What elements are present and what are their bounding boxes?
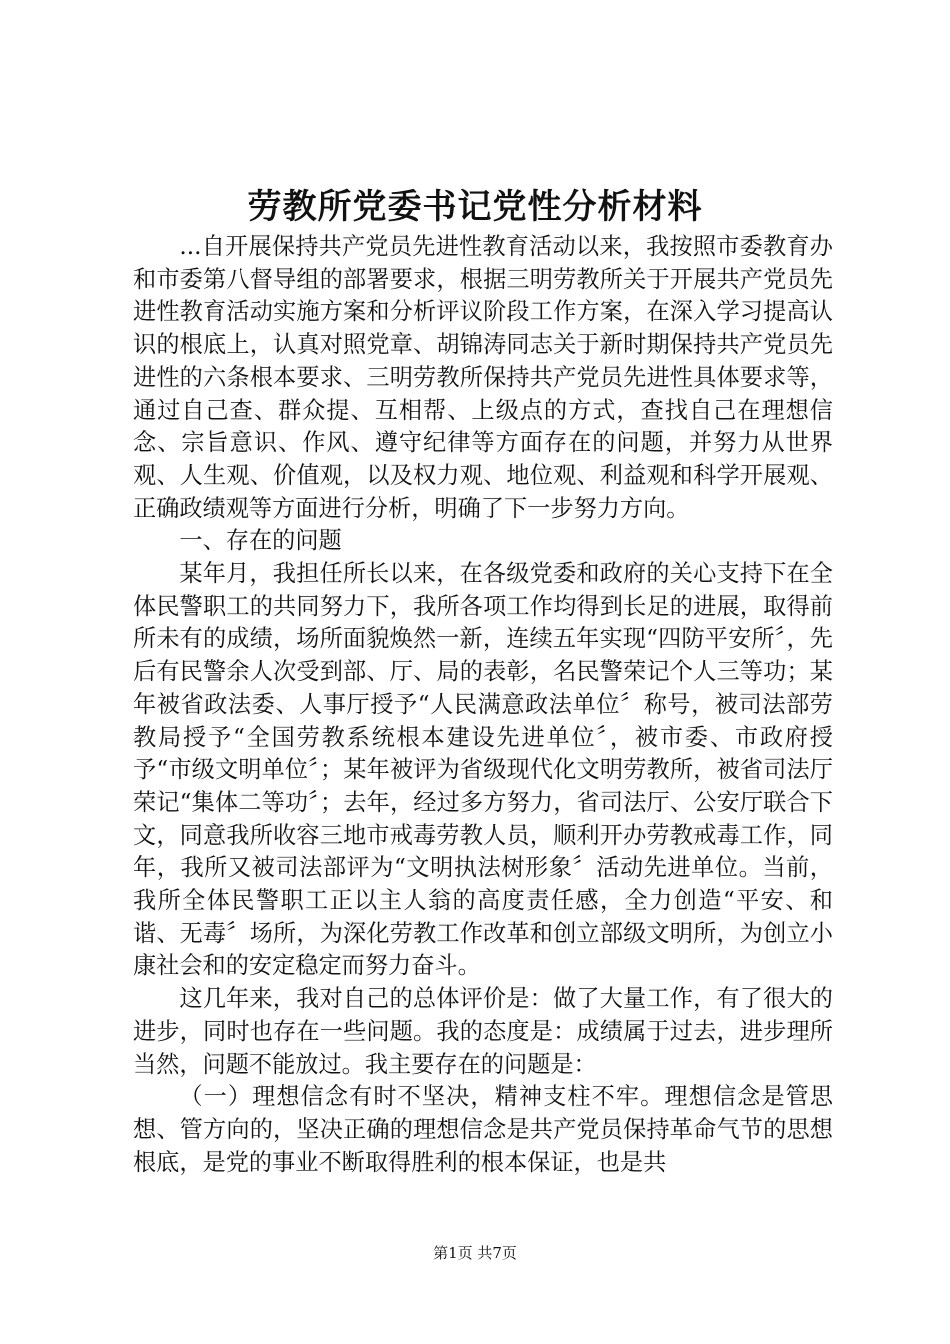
page-footer: 第1页 共7页: [433, 1244, 517, 1262]
document-title: 劳教所党委书记党性分析材料: [247, 187, 703, 227]
achievements-paragraph: 某年月，我担任所长以来，在各级党委和政府的关心支持下在全体民警职工的共同努力下，我所各项工作均得到长足的进展，取得前所未有的成绩，场所面貌焕然一新，连续五年实现“四防平安所〞，先后有民警余人次受到部、厅、局的表彰，名民警荣记个人三等功；某年被省政法委、人事厅授予“人民满意政法单位〞称号，被司法部劳教局授予“全国劳教系统根本建设先进单位〞，被市委、市政府授予“市级文明单位〞；某年被评为省级现代化文明劳教所，被省司法厅荣记“集体二等功〞；去年，经过多方努力，省司法厅、公安厅联合下文，同意我所收容三地市戒毒劳教人员，顺利开办劳教戒毒工作，同年，我所又被司法部评为“文明执法树形象〞活动先进单位。当前，我所全体民警职工正以主人翁的高度责任感，全力创造“平安、和谐、无毒〞场所，为深化劳教工作改革和创立部级文明所，为创立小康社会和的安定稳定而努力奋斗。: [133, 560, 833, 980]
document-body: [133, 231, 833, 1179]
section-heading-problems: 一、存在的问题: [179, 527, 342, 555]
self-evaluation-paragraph: 这几年来，我对自己的总体评价是：做了大量工作，有了很大的进步，同时也存在一些问题。我的态度是：成绩属于过去，进步理所当然，问题不能放过。我主要存在的问题是：: [133, 985, 833, 1078]
intro-paragraph: ...自开展保持共产党员先进性教育活动以来，我按照市委教育办和市委第八督导组的部署要求，根据三明劳教所关于开展共产党员先进性教育活动实施方案和分析评议阶段工作方案，在深入学习提高认识的根底上，认真对照党章、胡锦涛同志关于新时期保持共产党员先进性的六条根本要求、三明劳教所保持共产党员先进性具体要求等，通过自己查、群众提、互相帮、上级点的方式，查找自己在理想信念、宗旨意识、作风、遵守纪律等方面存在的问题，并努力从世界观、人生观、价值观，以及权力观、地位观、利益观和科学开展观、正确政绩观等方面进行分析，明确了下一步努力方向。: [133, 233, 833, 522]
problem-one-paragraph: （一）理想信念有时不坚决，精神支柱不牢。理想信念是管思想、管方向的，坚决正确的理想信念是共产党员保持革命气节的思想根底，是党的事业不断取得胜利的根本保证，也是共: [133, 1083, 833, 1176]
